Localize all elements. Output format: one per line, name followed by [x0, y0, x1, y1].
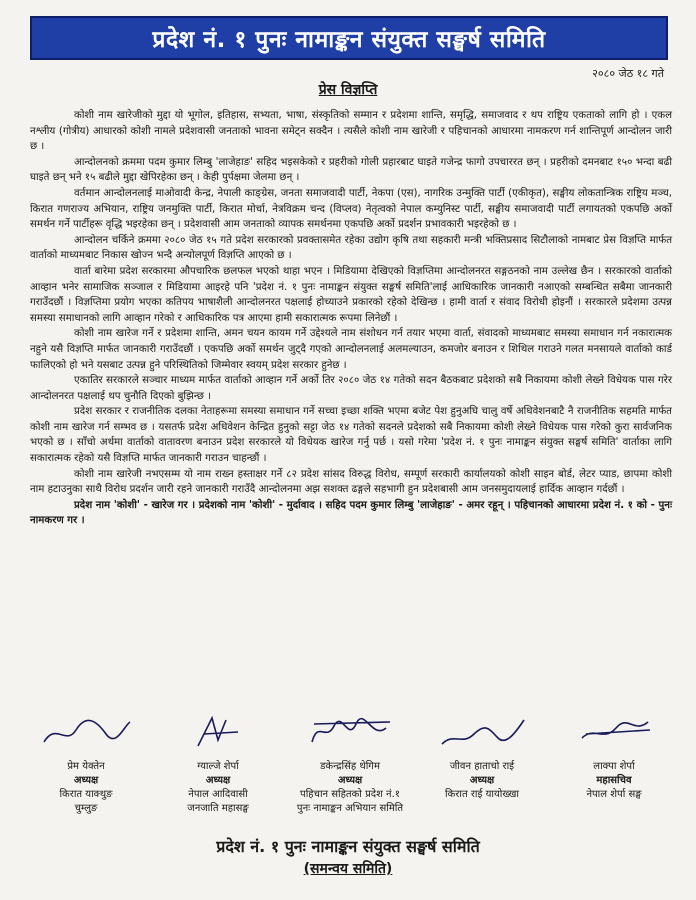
footer: [0, 836, 696, 880]
signatory: [284, 712, 416, 832]
signatory-name: डकेन्द्रसिंह थेगिम: [320, 761, 380, 772]
paragraph: वार्ता बारेमा प्रदेश सरकारमा औपचारिक छलफल भएको थाहा भएन । मिडियामा देखिएको विज्ञप्तिमा आन्दोलनरत सङ्गठनको नाम उल्लेख छैन । सरकारको वार्ताको आव्हान भनेर सामाजिक सञ्जाल र मिडियामा आइरहे पनि 'प्रदेश नं. १ पुनः नामाङ्कन संयुक्त सङ्घर्ष समिति'लाई आधिकारिक जानकारी नआएको सम्बन्धित सबैमा जानकारी गराउँदछौं । विज्ञप्तिमा प्रयोग भएका कतिपय भाषाशैली आन्दोलनरत पक्षलाई होच्याउने प्रकारको रहेको देखिन्छ । हामी वार्ता र संवाद विरोधी होइनौं । सरकारले प्रदेशमा उत्पन्न समस्या समाधानको लागि आव्हान गरेको र आधिकारिक पत्र आएमा हामी सकारात्मक रूपमा लिनेछौं ।: [30, 265, 672, 324]
signatory-org: नेपाल आदिवासी: [188, 789, 248, 800]
signature-icon: [36, 712, 136, 752]
signatory-name: जीवन हाताचो राई: [449, 761, 515, 772]
signatory-role: अध्यक्ष: [73, 775, 99, 786]
press-release-body: [30, 108, 672, 529]
signatory: [548, 712, 680, 832]
signatory-org: पुनः नामाङ्कन अभियान समिति: [296, 803, 404, 814]
signatures-row: [20, 712, 680, 832]
signature-icon: [168, 712, 268, 752]
document-title: प्रेस विज्ञप्ति: [318, 82, 378, 98]
signatory-role: अध्यक्ष: [337, 775, 363, 786]
signatory-name: ग्याल्जे शेर्पा: [197, 761, 239, 772]
paragraph: कोशी नाम खारेजीको मुद्दा यो भूगोल, इतिहास, सभ्यता, भाषा, संस्कृतिको सम्मान र प्रदेशमा शान्ति, समृद्धि, समाजवाद र थप राष्ट्रिय एकताको लागि हो । एकल नश्लीय (गोत्रीय) आधारको कोशी नामले प्रदेशवासी जनताको भावना समेट्न सक्दैन । त्यसैले कोशी नाम खारेजी र पहिचानको आधारमा नामकरण गर्न शान्तिपूर्ण आन्दोलन जारी छ ।: [30, 110, 672, 153]
signature-icon: [300, 712, 400, 752]
signatory-org: चुम्लुङ: [74, 803, 98, 814]
header-banner: [30, 16, 668, 60]
slogan: प्रदेश नाम 'कोशी' - खारेज गर । प्रदेशको नाम 'कोशी' - मुर्दावाद । सहिद पदम कुमार लिम्बु 'लाजेहाङ' - अमर रहून् । पहिचानको आधारमा प्रदेश नं. १ को - पुनः नामकरण गर ।: [30, 499, 672, 527]
signatory-name: लाक्पा शेर्पा: [593, 761, 635, 772]
signature-icon: [564, 712, 664, 752]
paragraph: आन्दोलन चर्किने क्रममा २०८० जेठ १५ गते प्रदेश सरकारको प्रवक्तासमेत रहेका उद्योग कृषि तथा सहकारी मन्त्री भक्तिप्रसाद सिटौलाको नामबाट प्रेस विज्ञप्ति मार्फत वार्ताको माध्यमबाट निकास खोज्न भन्दै अन्योलपूर्ण विज्ञप्ति आएको छ ।: [30, 234, 672, 262]
signatory-org: पहिचान सहितको प्रदेश नं.१: [300, 789, 400, 800]
signatory-role: महासचिव: [596, 775, 632, 786]
signatory-role: अध्यक्ष: [469, 775, 495, 786]
paragraph: एकातिर सरकारले सञ्चार माध्यम मार्फत वार्ताको आव्हान गर्ने अर्को तिर २०८० जेठ १४ गतेको सदन बैठकबाट प्रदेशको सबै निकायमा कोशी लेख्ने विधेयक पास गरेर आन्दोलनरत पक्षलाई थप चुनौति दिएको बुझिन्छ ।: [30, 375, 672, 402]
signatory-org: जनजाति महासङ्घ: [187, 803, 249, 814]
signatory-role: अध्यक्ष: [205, 775, 231, 786]
release-date: २०८० जेठ १८ गते: [592, 67, 664, 80]
paragraph: वर्तमान आन्दोलनलाई माओवादी केन्द्र, नेपाली काङ्ग्रेस, जनता समाजवादी पार्टी, नेकपा (एस), नागरिक उन्मुक्ति पार्टी (एकीकृत), सङ्घीय लोकतान्त्रिक राष्ट्रिय मञ्च, किरात गणराज्य अभियान, राष्ट्रिय जनमुक्ति पार्टी, किरात मोर्चा, नेत्रविक्रम चन्द (विप्लव) नेतृत्वको नेपाल कम्युनिस्ट पार्टी, सङ्घीय समाजवादी पार्टी लगायतको एकपछि अर्को समर्थन गर्ने पार्टीहरू वृद्धि भइरहेका छन् । प्रदेशवासी आम जनताको व्यापक समर्थनमा एकपछि अर्को प्रदर्शन प्रभावकारी भइरहेको छ ।: [30, 187, 672, 231]
footer-committee: प्रदेश नं. १ पुनः नामाङ्कन संयुक्त सङ्घर्ष समिति: [216, 837, 480, 856]
signatory-org: किरात राई यायोख्खा: [445, 789, 519, 800]
signatory: [20, 712, 152, 832]
signature-icon: [432, 712, 532, 752]
signatory-name: प्रेम येक्तेन: [67, 761, 105, 772]
signatory: [152, 712, 284, 832]
footer-subcommittee: (समन्वय समिति): [303, 861, 393, 877]
banner-title: प्रदेश नं. १ पुनः नामाङ्कन संयुक्त सङ्घर्ष समिति: [152, 27, 546, 53]
signatory: [416, 712, 548, 832]
paragraph: कोशी नाम खारेजी नभएसम्म यो नाम राख्न हस्ताक्षर गर्ने ८२ प्रदेश सांसद विरुद्ध विरोध, सम्पूर्ण सरकारी कार्यालयको कोशी साइन बोर्ड, लेटर प्याड, छापमा कोशी नाम हटाउनुका साथै विरोध प्रदर्शन जारी रहने जानकारी गराउँदै आन्दोलनमा अझ सशक्त ढङ्गले सहभागी हुन प्रदेशबासी आम जनसमुदायलाई हार्दिक आव्हान गर्दछौं ।: [30, 468, 672, 496]
signatory-org: नेपाल शेर्पा सङ्घ: [586, 789, 642, 800]
paragraph: आन्दोलनको क्रममा पदम कुमार लिम्बु 'लाजेहाङ' सहिद भइसकेको र प्रहरीको गोली प्रहारबाट घाइते गजेन्द्र फागो उपचाररत छन् । प्रहरीको दमनबाट १५० भन्दा बढी घाइते छन् भने १५ बढीले मुद्दा खेपिरहेका छन् । केही पुर्पक्षमा जेलमा छन् ।: [30, 156, 672, 184]
paragraph: प्रदेश सरकार र राजनीतिक दलका नेताहरूमा समस्या समाधान गर्ने सच्चा इच्छा शक्ति भएमा बजेट पेश हुनुअघि चालु वर्षे अधिवेशनबाटै नै राजनीतिक सहमति मार्फत कोशी नाम खारेज गर्न सम्भव छ । यसतर्फ प्रदेश अधिवेशन केन्द्रित हुनुको सट्टा जेठ १४ गतेको सदनले प्रदेशको सबै निकायमा कोशी लेख्ने विधेयक पास गरेको कुरा सार्वजनिक भएको छ । साँचो अर्थमा वार्ताको वातावरण बनाउन प्रदेश सरकारले यो विधेयक खारेज गर्नु पर्छ । यसो गरेमा 'प्रदेश नं. १ पुनः नामाङ्कन संयुक्त सङ्घर्ष समिति' वार्ताका लागि सकारात्मक रहेको यसै विज्ञप्ति मार्फत जानकारी गराउन चाहन्छौं ।: [30, 406, 672, 465]
paragraph: कोशी नाम खारेज गर्ने र प्रदेशमा शान्ति, अमन चयन कायम गर्ने उद्देश्यले नाम संशोधन गर्न तयार भएमा वार्ता, संवादको माध्यमबाट समस्या समाधान गर्न नकारात्मक नहुने यसै विज्ञप्ति मार्फत जानकारी गराउँदछौं । एकपछि अर्को समर्थन जुट्दै गएको आन्दोलनलाई अलमल्याउन, कमजोर बनाउन र शिथिल गराउने गलत मनसायले वार्ताको कार्ड फालिएको हो भने यसबाट उत्पन्न हुने परिस्थितिको जिम्मेवार स्वयम् प्रदेश सरकार हुनेछ ।: [30, 328, 672, 371]
signatory-org: किरात याक्थुङ: [59, 789, 113, 800]
